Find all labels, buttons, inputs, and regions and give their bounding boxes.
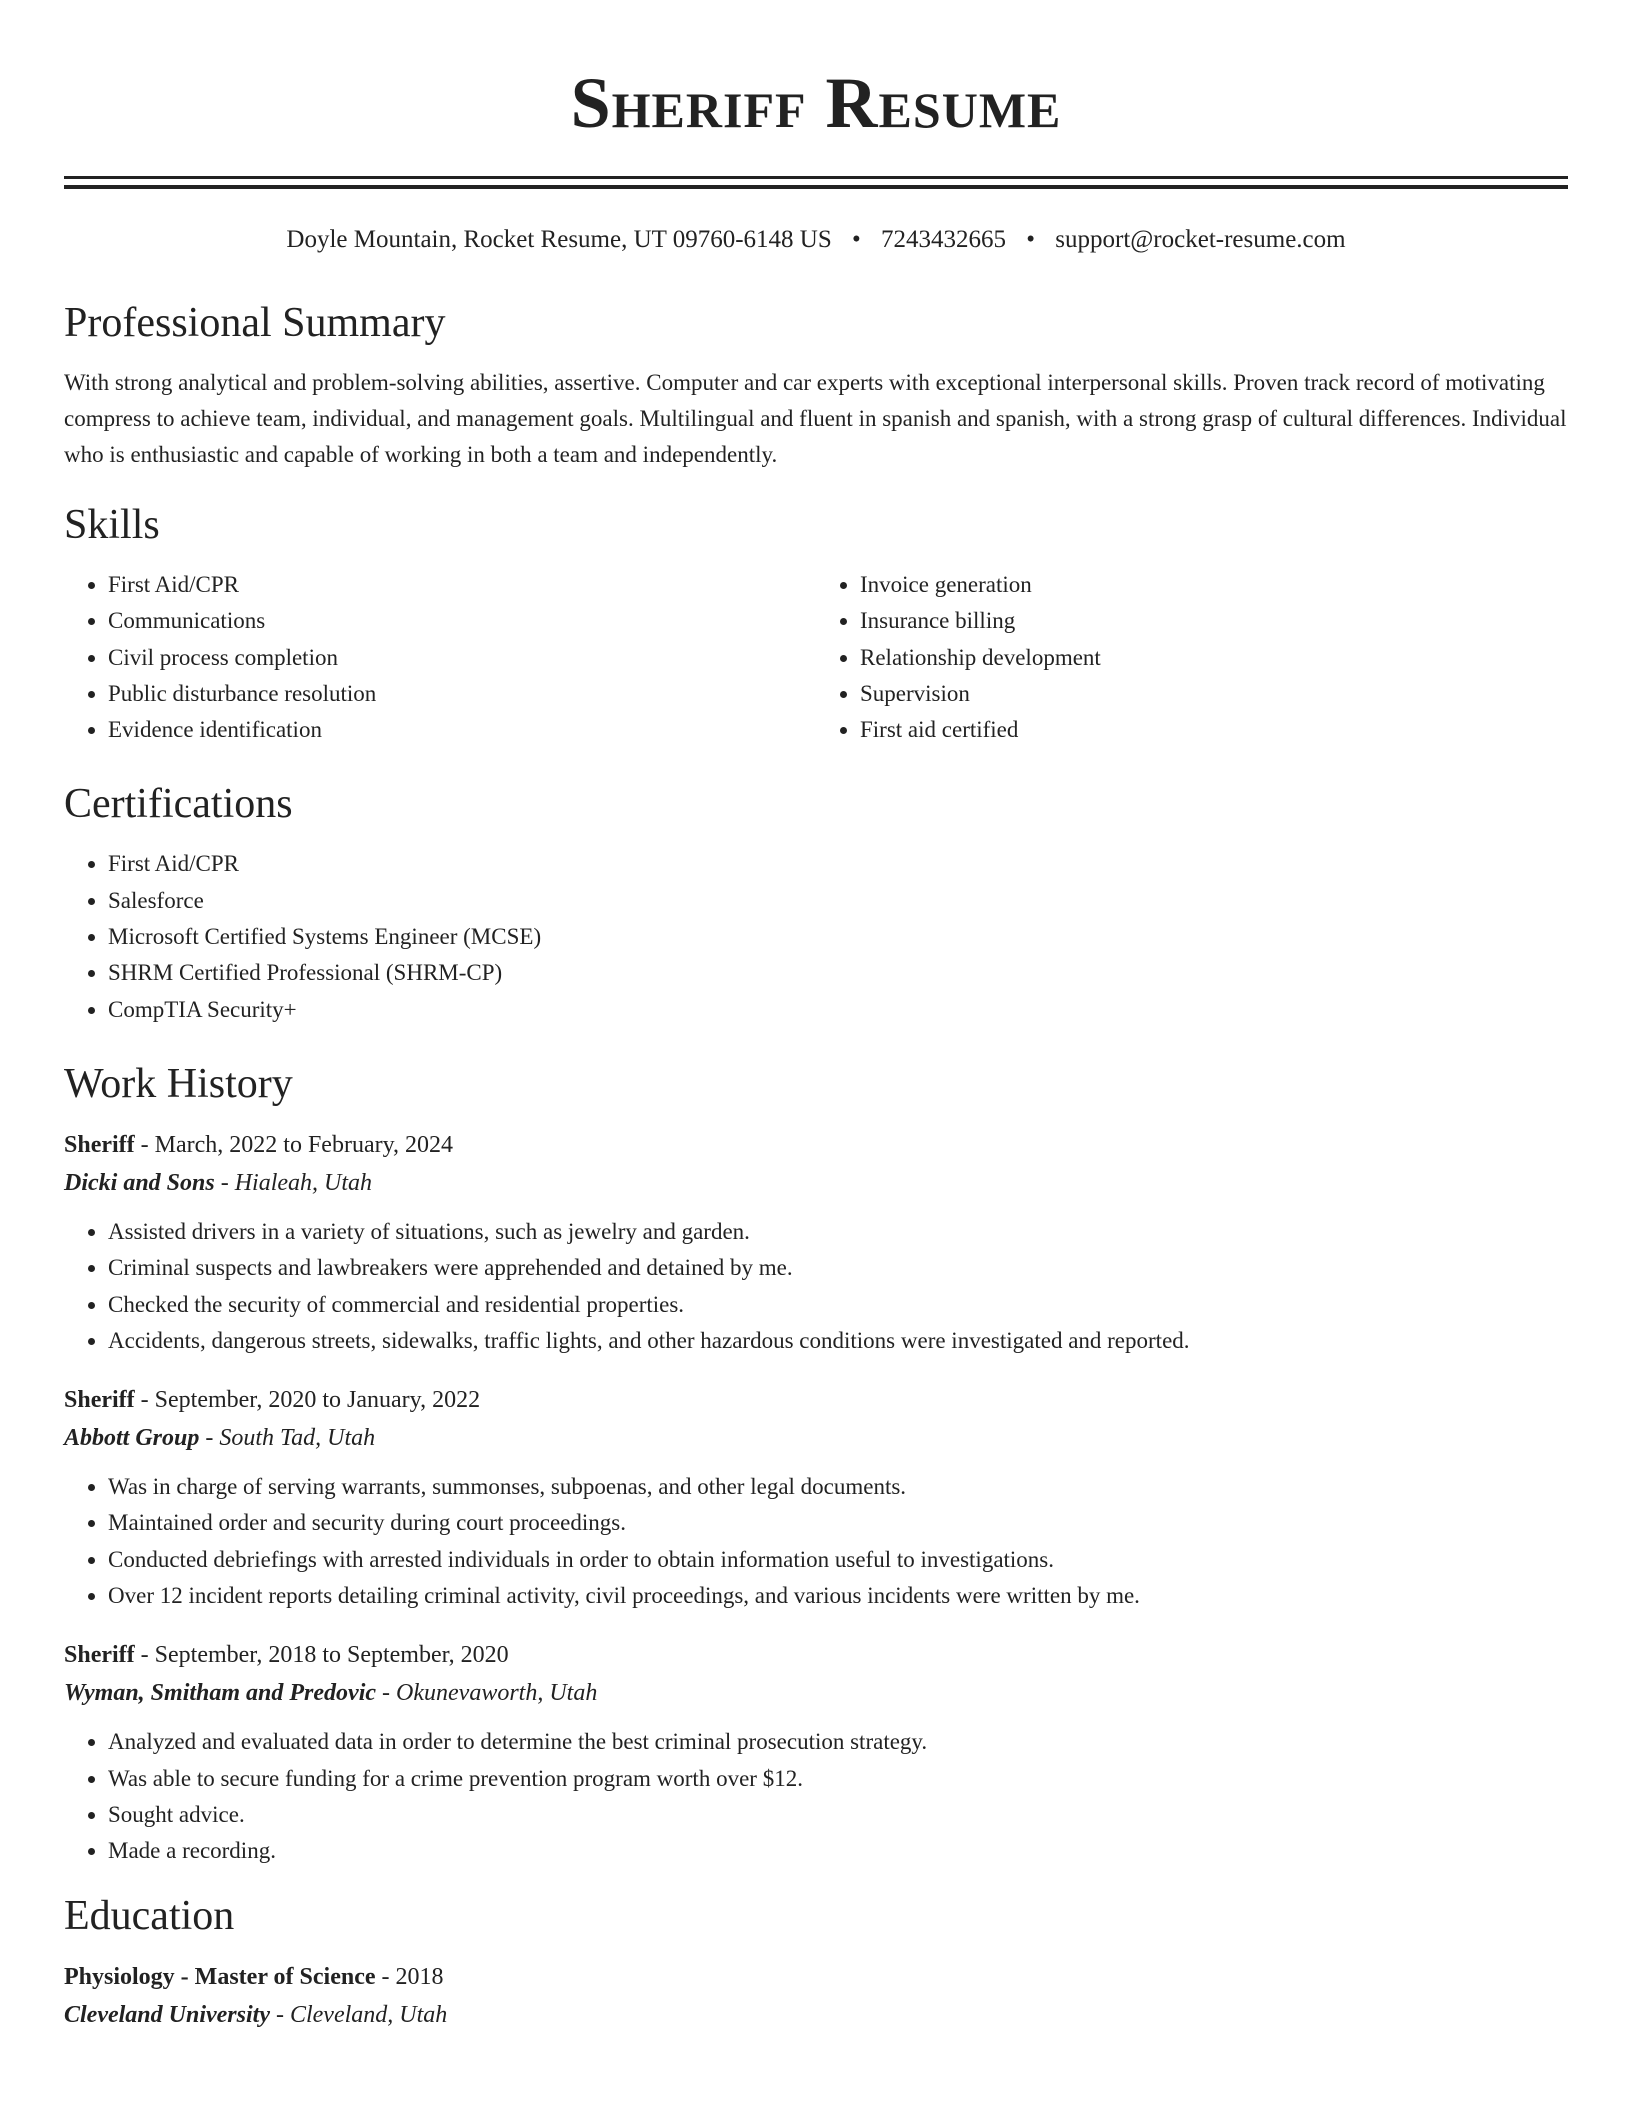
- job-company: Dicki and Sons: [64, 1169, 215, 1196]
- title-divider: [64, 176, 1568, 189]
- job-dates: - March, 2022 to February, 2024: [134, 1131, 454, 1158]
- education-degree-line: [64, 1958, 1568, 1996]
- contact-line: [64, 224, 1568, 256]
- education-degree: Physiology - Master of Science: [64, 1963, 376, 1990]
- job-bullet: • Was able to secure funding for a crime prevention program worth over $12.: [108, 1761, 1568, 1797]
- certification-item: • SHRM Certified Professional (SHRM-CP): [108, 955, 1568, 991]
- job-title-line: [64, 1126, 1568, 1164]
- job-bullet: • Over 12 incident reports detailing criminal activity, civil proceedings, and various incidents were written by me.: [108, 1578, 1568, 1614]
- job-bullet: • Analyzed and evaluated data in order to determine the best criminal prosecution strategy.: [108, 1724, 1568, 1760]
- skills-column-right: [816, 567, 1568, 748]
- job-company-line: [64, 1164, 1568, 1202]
- job-bullet: • Was in charge of serving warrants, summonses, subpoenas, and other legal documents.: [108, 1469, 1568, 1505]
- skill-item: • Insurance billing: [860, 603, 1568, 639]
- contact-email: support@rocket-resume.com: [1055, 226, 1346, 253]
- job-bullet: • Accidents, dangerous streets, sidewalks, traffic lights, and other hazardous conditions were investigated and reported.: [108, 1323, 1568, 1359]
- job-bullet: • Criminal suspects and lawbreakers were apprehended and detained by me.: [108, 1250, 1568, 1286]
- work-history-heading: Work History: [64, 1060, 293, 1107]
- contact-separator: •: [1026, 226, 1036, 253]
- certification-item: • Salesforce: [108, 883, 1568, 919]
- job-location: - Okunevaworth, Utah: [376, 1680, 598, 1707]
- certification-item: • Microsoft Certified Systems Engineer (MCSE): [108, 919, 1568, 955]
- job-bullet: • Made a recording.: [108, 1833, 1568, 1869]
- skill-item: • First aid certified: [860, 712, 1568, 748]
- skills-column-left: [64, 567, 816, 748]
- summary-heading: Professional Summary: [64, 300, 446, 346]
- job-bullets: [64, 1724, 1568, 1869]
- skill-item: • Communications: [108, 603, 816, 639]
- contact-phone: 7243432665: [881, 226, 1007, 253]
- certification-item: • CompTIA Security+: [108, 992, 1568, 1028]
- job-entry: [64, 1636, 1568, 1869]
- contact-separator: •: [852, 226, 861, 253]
- skills-list: [64, 567, 1568, 748]
- education-school-line: [64, 1996, 1568, 2034]
- job-company-line: [64, 1419, 1568, 1457]
- job-company: Abbott Group: [64, 1425, 200, 1452]
- job-bullet: • Maintained order and security during court proceedings.: [108, 1505, 1568, 1541]
- job-bullet: • Assisted drivers in a variety of situations, such as jewelry and garden.: [108, 1214, 1568, 1250]
- job-dates: - September, 2020 to January, 2022: [134, 1387, 481, 1414]
- job-title: Sheriff: [64, 1387, 135, 1414]
- skill-item: • Evidence identification: [108, 712, 816, 748]
- job-location: - South Tad, Utah: [199, 1425, 376, 1452]
- skill-item: • Public disturbance resolution: [108, 676, 816, 712]
- job-title: Sheriff: [64, 1642, 135, 1669]
- skill-item: • Relationship development: [860, 640, 1568, 676]
- education-heading: Education: [64, 1892, 235, 1939]
- education-location: - Cleveland, Utah: [269, 2001, 448, 2028]
- skill-item: • Invoice generation: [860, 567, 1568, 603]
- job-location: - Hialeah, Utah: [214, 1169, 373, 1196]
- job-company-line: [64, 1674, 1568, 1712]
- job-bullet: • Checked the security of commercial and residential properties.: [108, 1287, 1568, 1323]
- job-company: Wyman, Smitham and Predovic: [64, 1680, 377, 1707]
- contact-address: Doyle Mountain, Rocket Resume, UT 09760-6148 US: [286, 226, 832, 253]
- job-bullets: [64, 1469, 1568, 1614]
- page-title: Sheriff Resume: [570, 63, 1062, 143]
- education-year: - 2018: [375, 1963, 444, 1990]
- certifications-heading: Certifications: [64, 781, 293, 828]
- job-entry: [64, 1381, 1568, 1614]
- job-title-line: [64, 1381, 1568, 1419]
- certifications-list: [64, 846, 1568, 1027]
- job-dates: - September, 2018 to September, 2020: [134, 1642, 509, 1669]
- skill-item: • Civil process completion: [108, 640, 816, 676]
- skill-item: • Supervision: [860, 676, 1568, 712]
- education-school: Cleveland University: [64, 2001, 270, 2028]
- job-bullets: [64, 1214, 1568, 1359]
- job-title-line: [64, 1636, 1568, 1674]
- job-title: Sheriff: [64, 1131, 135, 1158]
- job-bullet: • Conducted debriefings with arrested individuals in order to obtain information useful to investigations.: [108, 1542, 1568, 1578]
- job-entry: [64, 1126, 1568, 1359]
- certification-item: • First Aid/CPR: [108, 846, 1568, 882]
- summary-text: With strong analytical and problem-solving abilities, assertive. Computer and car experts with exceptional interpersonal skills. Proven track record of motivating compress to achieve team, individual, and management goals. Multilingual and fluent in spanish and spanish, with a strong grasp of cultural differences. Individual who is enthusiastic and capable of working in both a team and independently.: [64, 370, 1567, 467]
- job-bullet: • Sought advice.: [108, 1797, 1568, 1833]
- skills-heading: Skills: [64, 502, 160, 548]
- skill-item: • First Aid/CPR: [108, 567, 816, 603]
